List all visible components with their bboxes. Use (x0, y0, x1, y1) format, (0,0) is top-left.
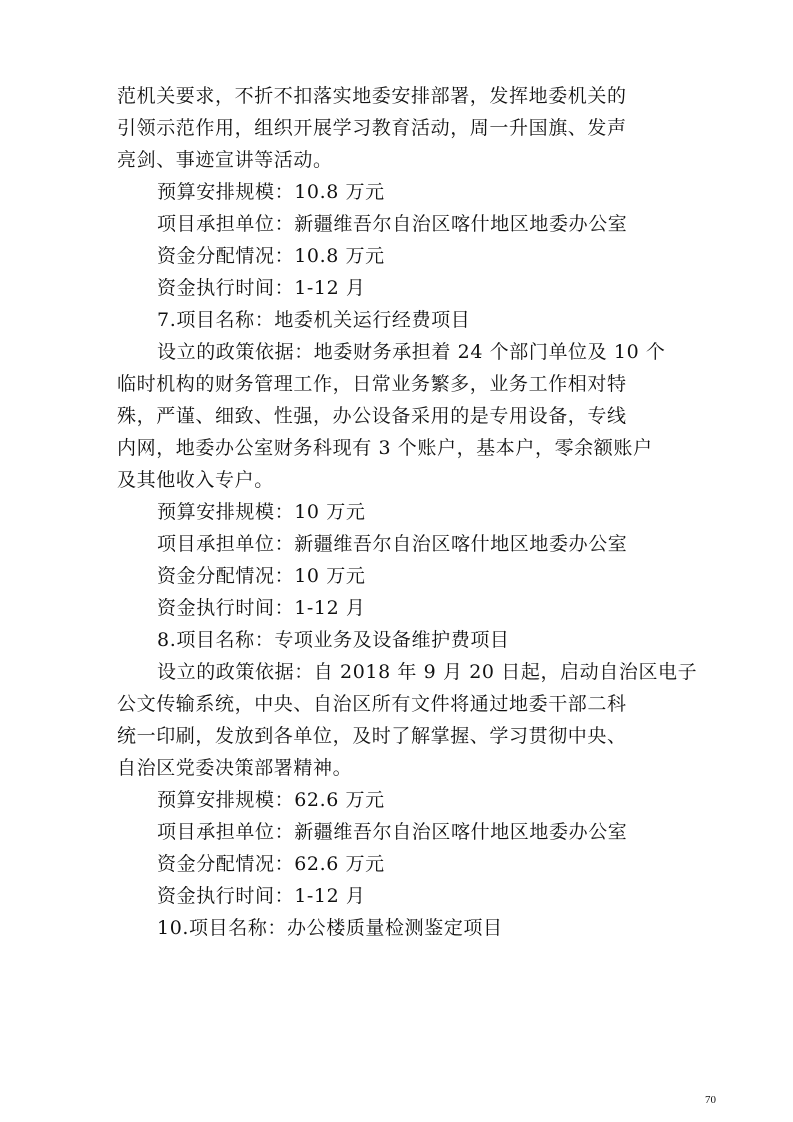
text-line: 项目承担单位：新疆维吾尔自治区喀什地区地委办公室 (157, 213, 628, 235)
text-line: 项目承担单位：新疆维吾尔自治区喀什地区地委办公室 (157, 533, 628, 555)
text-line: 引领示范作用，组织开展学习教育活动，周一升国旗、发声 (117, 117, 627, 139)
text-line: 临时机构的财务管理工作，日常业务繁多，业务工作相对特 (117, 373, 627, 395)
text-line: 项目承担单位：新疆维吾尔自治区喀什地区地委办公室 (157, 821, 628, 843)
text-line: 资金执行时间：1-12 月 (157, 885, 366, 907)
text-line: 公文传输系统，中央、自治区所有文件将通过地委干部二科 (117, 693, 627, 715)
text-line: 7.项目名称：地委机关运行经费项目 (157, 309, 471, 331)
text-line: 内网，地委办公室财务科现有 3 个账户，基本户，零余额账户 (117, 437, 653, 459)
text-line: 预算安排规模：10 万元 (157, 501, 366, 523)
text-line: 范机关要求，不折不扣落实地委安排部署，发挥地委机关的 (117, 85, 627, 107)
page-number: 70 (705, 1094, 716, 1106)
text-line: 自治区党委决策部署精神。 (117, 757, 353, 779)
text-line: 殊，严谨、细致、性强，办公设备采用的是专用设备，专线 (117, 405, 627, 427)
text-line: 8.项目名称：专项业务及设备维护费项目 (157, 629, 510, 651)
text-line: 资金执行时间：1-12 月 (157, 597, 366, 619)
text-line: 资金执行时间：1-12 月 (157, 277, 366, 299)
text-line: 资金分配情况：10.8 万元 (157, 245, 385, 267)
text-line: 资金分配情况：62.6 万元 (157, 853, 385, 875)
text-line: 预算安排规模：62.6 万元 (157, 789, 385, 811)
text-line: 设立的政策依据：自 2018 年 9 月 20 日起，启动自治区电子 (157, 661, 698, 683)
text-line: 10.项目名称：办公楼质量检测鉴定项目 (157, 917, 503, 939)
text-line: 预算安排规模：10.8 万元 (157, 181, 385, 203)
text-line: 及其他收入专户。 (117, 469, 274, 491)
text-line: 亮剑、事迹宣讲等活动。 (117, 149, 333, 171)
text-line: 设立的政策依据：地委财务承担着 24 个部门单位及 10 个 (157, 341, 666, 363)
document-body (117, 80, 697, 944)
text-line: 资金分配情况：10 万元 (157, 565, 366, 587)
text-line: 统一印刷，发放到各单位，及时了解掌握、学习贯彻中央、 (117, 725, 627, 747)
